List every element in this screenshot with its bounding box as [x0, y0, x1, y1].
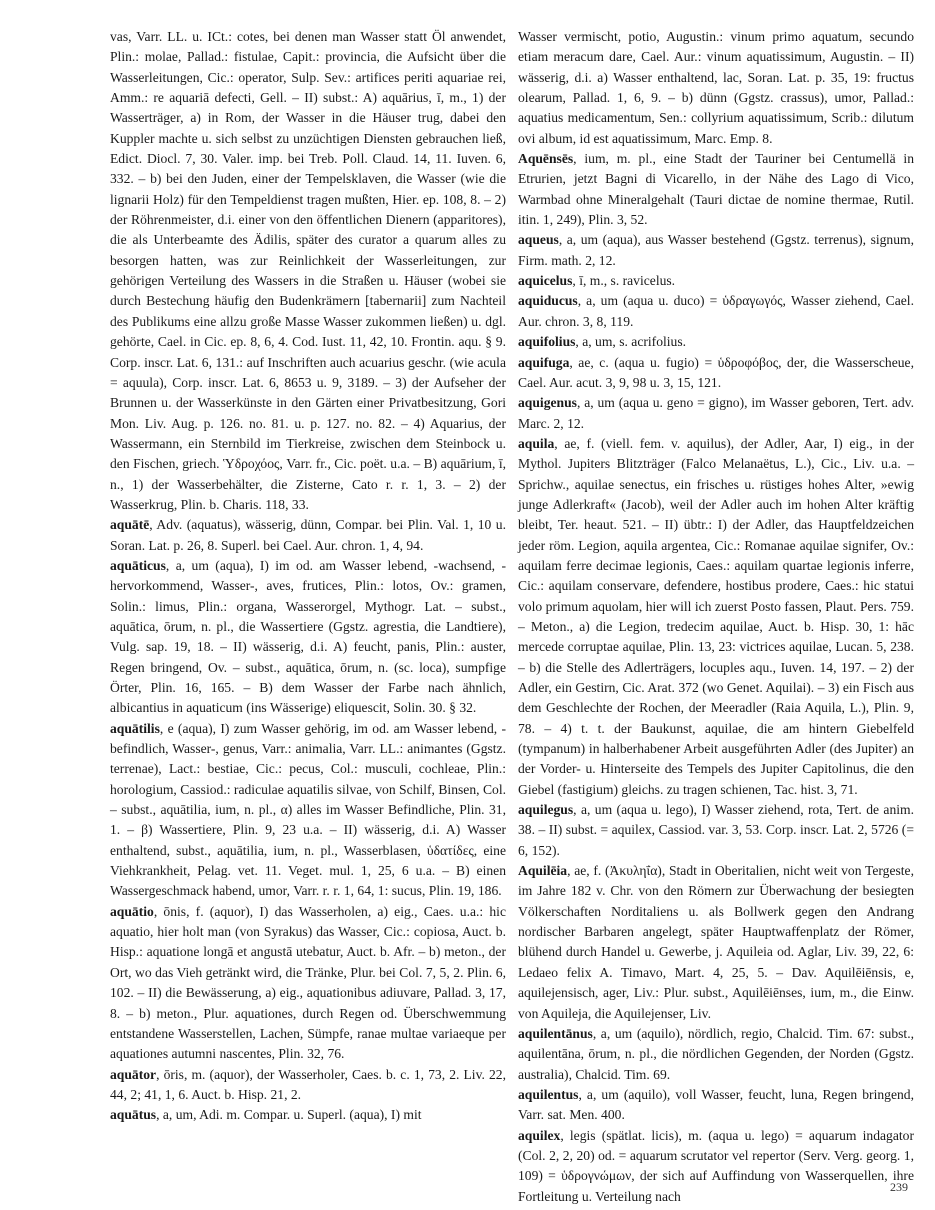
entry-text: , a, um (aqua u. duco) = ὑδραγωγός, Wasser ziehend, Cael. Aur. chron. 3, 8, 119.: [518, 293, 914, 329]
dictionary-entry: [518, 332, 914, 352]
dictionary-entry: [518, 861, 914, 1024]
entry-text: , a, um (aqua), I) im od. am Wasser lebend, -wachsend, -hervorkommend, Wasser-, aves, frutices, Plin.: lotos, Ov.: gramen, Solin.: limus, Plin.: organa, Wasserorgel, Mythogr. Lat. – subst., aquātica, ōrum, n. pl., die Wassertiere (Ggstz. agrestia, die Landtiere), Vulg. sap. 19, 18. – II) wässerig, d.i. A) feucht, panis, Plin.: auster, Regen bringend, Ov. – subst., aquātica, ōrum, n. (sc. loca), sumpfige Örter, Plin. 16, 165. – B) dem Wasser der Farbe nach ähnlich, albicantius in aquaticum (ins Wässerige) eliquescit, Solin. 30. § 32.: [110, 557, 506, 716]
entry-text: , a, um, Adi. m. Compar. u. Superl. (aqua), I) mit: [156, 1107, 422, 1123]
dictionary-entry: [518, 1126, 914, 1207]
headword: Aquēnsēs: [518, 151, 574, 167]
headword: aquāticus: [110, 557, 166, 573]
headword: aquila: [518, 435, 555, 451]
headword: aquātē: [110, 517, 150, 533]
dictionary-entry: [110, 556, 506, 719]
entry-text: , e (aqua), I) zum Wasser gehörig, im od. am Wasser lebend, -befindlich, Wasser-, genus, Varr.: animalia, Varr. LL.: animantes (Ggstz. terrenae), Lact.: bestiae, Cic.: pecus, Col.: musculi, cochleae, Plin.: horologium, Cassiod.: radiculae aquatilis silvae, von Schilf, Binsen, Col. – subst., aquātilia, ium, n. pl., α) alles im Wasser Befindliche, Plin. 31, 1. – β) Wassertiere, Plin. 9, 23 u.a. – II) wässerig, d.i. A) Wasser enthaltend, subst., aquātilia, ium, n. pl., Wasserblasen, ὑδατίδες, eine Viehkrankheit, Pelag. vet. 11. Veget. mul. 1, 25, 6 u.a. – B) einen Wassergeschmack habend, umor, Varr. r. r. 1, 64, 1: sucus, Plin. 19, 186.: [110, 720, 506, 899]
headword: aquilex: [518, 1127, 561, 1143]
entry-text: , ae, f. (Ἀκυληΐα), Stadt in Oberitalien, nicht weit von Tergeste, im Jahre 182 v. Chr. von den Römern zur Überwachung der besiegten Völkerschaften Norditaliens u. als Bollwerk gegen den Andrang nordischer Barbaren angelegt, später Hauptwaffenplatz der Römer, blühend durch Handel u. Gewerbe, j. Aquileia od. Aglar, Liv. 39, 22, 6: Ledaeo felix A. Timavo, Mart. 4, 25, 5. – Dav. Aquilēiēnsis, e, aquilejensisch, ager, Liv.: Plur. subst., Aquilēiēnses, ium, m., die Einw. von Aquileja, die Aquilejenser, Liv.: [518, 863, 914, 1021]
dictionary-entry: [518, 1024, 914, 1085]
dictionary-entry: [110, 902, 506, 1065]
headword: Aquilēia: [518, 863, 568, 879]
right-column: [518, 27, 914, 1207]
dictionary-entry: [110, 27, 506, 515]
headword: aquigenus: [518, 395, 577, 411]
dictionary-entry: [518, 271, 914, 291]
entry-text: , ōris, m. (aquor), der Wasserholer, Caes. b. c. 1, 73, 2. Liv. 22, 44, 2; 41, 1, 6. Auct. b. Hisp. 21, 2.: [110, 1066, 506, 1102]
entry-text: , legis (spätlat. licis), m. (aqua u. lego) = aquarum indagator (Col. 2, 2, 20) od. = aquarum scrutator vel repertor (Serv. Verg. georg. 1, 109) = ὑδρογνώμων, der sich auf Auffindung von Wasserquellen, ihre Fortleitung u. Verteilung nach: [518, 1127, 914, 1204]
headword: aquiducus: [518, 293, 578, 309]
entry-text: , Adv. (aquatus), wässerig, dünn, Compar. bei Plin. Val. 1, 10 u. Soran. Lat. p. 26, 8. Superl. bei Cael. Aur. chron. 1, 4, 94.: [110, 517, 506, 553]
entry-text: , a, um, s. acrifolius.: [575, 334, 687, 350]
entry-text: , a, um (aqua), aus Wasser bestehend (Ggstz. terrenus), signum, Firm. math. 2, 12.: [518, 232, 914, 268]
page-number: 239: [890, 1180, 908, 1194]
entry-text: , ae, c. (aqua u. fugio) = ὑδροφόβος, der, die Wasserscheue, Cael. Aur. acut. 3, 9, 98 u. 3, 15, 121.: [518, 354, 914, 390]
dictionary-entry: [518, 149, 914, 230]
entry-text: , ī, m., s. ravicelus.: [572, 273, 676, 289]
dictionary-entry: [518, 393, 914, 434]
entry-text: Wasser vermischt, potio, Augustin.: vinum primo aquatum, secundo etiam meracum dare, Cael. Aur.: vinum aquatissimum, Augustin. – II) wässerig, d.i. a) Wasser enthaltend, lac, Soran. Lat. p. 35, 19: fructus olearum, Pallad. 1, 6, 9. – b) dünn (Ggstz. crassus), umor, Pallad.: aquatius medicamentum, Sen.: collyrium aquatissimum, Scrib.: dilutum ovi album, id est aquatissimum, Marc. Emp. 8.: [518, 29, 914, 146]
dictionary-entry: [518, 353, 914, 394]
entry-text: , a, um (aquilo), nördlich, regio, Chalcid. Tim. 67: subst., aquilentāna, ōrum, n. pl., die nördlichen Gegenden, der Norden (Ggstz. australia), Chalcid. Tim. 69.: [518, 1025, 914, 1082]
headword: aquilentānus: [518, 1025, 593, 1041]
dictionary-entry: [518, 1085, 914, 1126]
headword: aquifolius: [518, 334, 576, 350]
dictionary-entry: [110, 719, 506, 902]
headword: aquicelus: [518, 273, 573, 289]
dictionary-entry: [518, 27, 914, 149]
headword: aquātus: [110, 1107, 157, 1123]
entry-text: , a, um (aqua u. geno = gigno), im Wasser geboren, Tert. adv. Marc. 2, 12.: [518, 395, 914, 431]
headword: aquilentus: [518, 1086, 579, 1102]
dictionary-entry: [518, 800, 914, 861]
headword: aquātilis: [110, 720, 160, 736]
left-column: [110, 27, 506, 1126]
headword: aquifuga: [518, 354, 570, 370]
entry-text: , ōnis, f. (aquor), I) das Wasserholen, a) eig., Caes. u.a.: hic aquatio, hier holt man (von Syrakus) das Wasser, Cic.: copiosa, Auct. b. Hisp.: aquatione longā et angustā utebatur, Auct. b. Afr. – b) meton., der Ort, wo das Vieh getränkt wird, die Tränke, Plur. bei Col. 7, 5, 2. Plin. 6, 102. – II) die Bewässerung, a) eig., aquationibus adiuvare, Pallad. 3, 17, 8. – b) meton., Plur. aquationes, durch Regen od. Überschwemmung entstandene Wasserstellen, Lachen, Sümpfe, ranae multae variaeque per aquationes autumni nascentes, Plin. 32, 76.: [110, 903, 506, 1062]
entry-text: , ium, m. pl., eine Stadt der Tauriner bei Centumellä in Etrurien, jetzt Bagni di Vicarello, in der Nähe des Lago di Vico, Warmbad ohne Mineralgehalt (Tauri dictae de nomine thermae, Rutil. itin. 1, 249), Plin. 3, 52.: [518, 151, 914, 228]
dictionary-entry: [110, 1065, 506, 1106]
dictionary-entry: [518, 230, 914, 271]
headword: aqueus: [518, 232, 559, 248]
dictionary-entry: [110, 515, 506, 556]
dictionary-entry: [110, 1105, 506, 1125]
entry-text: vas, Varr. LL. u. ICt.: cotes, bei denen man Wasser statt Öl anwendet, Plin.: molae, Pallad.: fistulae, Capit.: provincia, die Aufsicht über die Wasserleitungen, Cic.: operator, Sulp. Sev.: artifices periti aquariae rei, Amm.: re aquariā defecti, Gell. – II) subst.: A) aquārius, ī, m., 1) der Wasserträger, a) in Rom, der Wasser in die Häuser trug, dabei den Kuppler machte u. sich selbst zu unzüchtigen Diensten gebrauchen ließ, Edict. Diocl. 7, 30. Valer. imp. bei Treb. Poll. Claud. 14, 11. Iuven. 6, 332. – b) bei den Juden, einer der Tempelsklaven, die Wasser (wie die lignarii Holz) für den Tempeldienst tragen mußten, Hier. ep. 108, 8. – 2) der Röhrenmeister, d.i. einer von den öffentlichen Dienern (apparitores), die als Unterbeamte des Ädilis, später des curator a quarum alles zu besorgen hatten, was zur Reinlichkeit der Wasserleitungen, zur gehörigen Verteilung des Wassers in die Straßen u. Häuser (wobei sie durch Bestechung häufig den Budenkrämern [tabernarii] zum Nachteil des Publikums eine allzu große Masse Wasser zukommen ließen) u. dgl. gehörte, Cael. in Cic. ep. 8, 6, 4. Cod. Iust. 11, 42, 10. Frontin. aqu. § 9. Corp. inscr. Lat. 6, 131.: auf Inschriften auch acuarius geschr. (wie acula = aquula), Corp. inscr. Lat. 6, 8653 u. 9, 3189. – 3) der Aufseher der Brunnen u. der Wasserkünste in den Gärten einer Privatbesitzung, Gori Mon. Liv. Aug. p. 126. no. 81. u. p. 127. no. 82. – 4) Aquarius, der Wassermann, ein Sternbild im Tierkreise, zwischen dem Steinbock u. den Fischen, griech. Ὑδροχόος, Varr. fr., Cic. poët. u.a. – B) aquārium, ī, n., 1) der Wasserbehälter, die Zisterne, Cato r. r. 1, 3. – 2) der Wasserkrug, Plin. b. Charis. 118, 33.: [110, 29, 506, 512]
dictionary-entry: [518, 434, 914, 800]
headword: aquātor: [110, 1066, 157, 1082]
entry-text: , a, um (aquilo), voll Wasser, feucht, luna, Regen bringend, Varr. sat. Men. 400.: [518, 1086, 914, 1123]
headword: aquātio: [110, 903, 154, 919]
dictionary-entry: [518, 291, 914, 332]
headword: aquilegus: [518, 802, 574, 818]
entry-text: , a, um (aqua u. lego), I) Wasser ziehend, rota, Tert. de anim. 38. – II) subst. = aquilex, Cassiod. var. 3, 53. Corp. inscr. Lat. 2, 5726 (= 6, 152).: [518, 802, 914, 858]
entry-text: , ae, f. (viell. fem. v. aquilus), der Adler, Aar, I) eig., in der Mythol. Jupiters Blitzträger (Falco Melanaëtus, L.), Cic., Liv. u.a. – Sprichw., aquilae senectus, ein frisches u. rüstiges hohes Alter, »ewig junge Adlerkraft« (Jacob), weil der Adler auch im hohen Alter kräftig bleibt, Ter. heaut. 521. – II) übtr.: I) der Adler, das Hauptfeldzeichen jeder röm. Legion, aquila argentea, Cic.: Romanae aquilae signifer, Ov.: aquilam ferre decimae legionis, Caes.: aquilam quartae legionis inferre, Cic.: aquilam conservare, defendere, hostibus prodere, Caes.: hic statui volo primum aquolam, hier will ich zuerst Posto fassen, Plaut. Pers. 759. – Meton., a) die Legion, tredecim aquilae, Auct. b. Hisp. 30, 1: hāc mercede corruptae aquilae, Plin. 13, 23: victrices aquilae, Lucan. 5, 238. – b) die Stelle des Adlerträgers, locuples aqu., Iuven. 14, 197. – 2) der Adler, ein Gestirn, Cic. Arat. 372 (wo Genet. Aquilai). – 3) ein Fisch aus dem Geschlechte der Rochen, der Meeradler (Raia Aquila, L.), Plin. 9, 78. – 4) t. t. der Baukunst, aquilae, die am hintern Giebelfeld (tympanum) in halberhabener Arbeit ausgeführten Adler (des Jupiter) an der Vorder- u. Hinterseite des Tempels des Jupiter Capitolinus, die den Giebel (fastigium) gleichs. zu tragen schienen, Tac. hist. 3, 71.: [518, 435, 914, 797]
